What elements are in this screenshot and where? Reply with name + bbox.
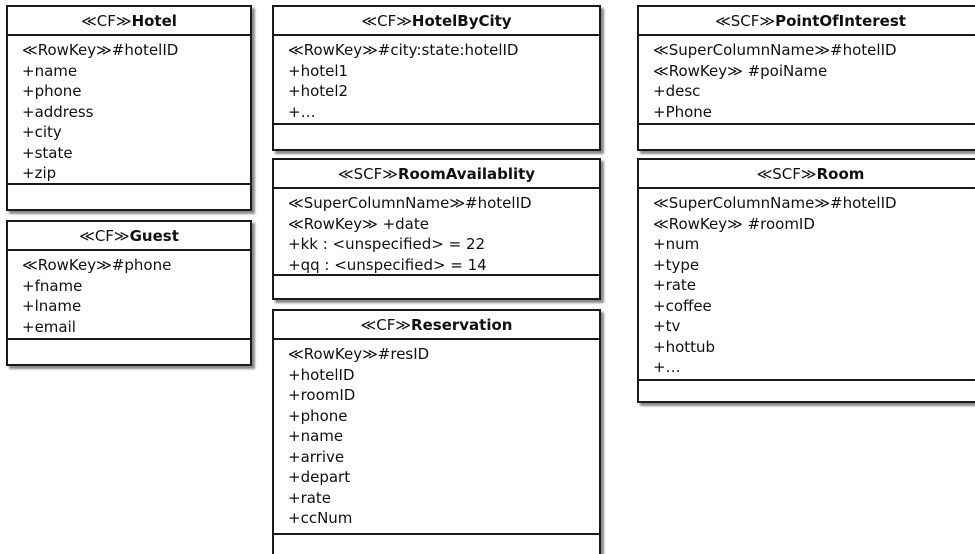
attribute: +coffee <box>653 296 712 315</box>
attribute-list <box>274 36 599 123</box>
stereotype-label: ≪CF≫ <box>360 316 412 334</box>
attribute-list <box>8 251 250 338</box>
attribute: +phone <box>288 406 348 425</box>
attribute-list <box>274 189 599 274</box>
attribute: ≪RowKey≫ +date <box>288 214 429 233</box>
class-box-room <box>637 158 975 403</box>
attribute: +rate <box>288 488 332 507</box>
class-title <box>274 160 599 189</box>
class-box-reservation <box>272 309 601 554</box>
attribute: +arrive <box>288 447 345 466</box>
attribute: ≪SuperColumnName≫#hotelID <box>653 194 897 212</box>
entity-name: Reservation <box>411 316 513 334</box>
attribute: +fname <box>22 276 83 295</box>
attribute: +address <box>22 102 94 121</box>
attribute: +Phone <box>653 102 713 121</box>
attribute: +hotel1 <box>288 61 349 80</box>
stereotype-label: ≪SCF≫ <box>337 165 398 183</box>
operations-compartment <box>274 123 599 149</box>
attribute-list <box>639 36 975 123</box>
attribute: +roomID <box>288 386 356 404</box>
attribute: ≪RowKey≫ #poiName <box>653 61 828 80</box>
attribute: +lname <box>22 297 82 315</box>
attribute: +desc <box>653 82 701 100</box>
attribute: +rate <box>653 276 697 294</box>
class-title <box>639 7 975 36</box>
entity-name: Hotel <box>131 12 177 30</box>
class-title <box>8 222 250 251</box>
operations-compartment <box>8 338 250 364</box>
attribute: +type <box>653 255 700 274</box>
attribute: +kk : <unspecified> = 22 <box>288 235 486 253</box>
attribute: +tv <box>653 317 681 335</box>
class-title <box>274 7 599 36</box>
operations-compartment <box>274 274 599 298</box>
entity-name: Room <box>816 165 865 183</box>
attribute: +hotelID <box>288 365 355 384</box>
attribute: +depart <box>288 468 351 486</box>
attribute: +num <box>653 235 700 253</box>
attribute: +hottub <box>653 337 716 356</box>
attribute: +qq : <unspecified> = 14 <box>288 255 487 274</box>
attribute: +zip <box>22 164 57 182</box>
attribute: ≪RowKey≫ #roomID <box>653 214 815 233</box>
operations-compartment <box>8 183 250 209</box>
operations-compartment <box>274 533 599 554</box>
attribute: +state <box>22 143 73 162</box>
class-box-guest <box>6 220 252 366</box>
entity-name: RoomAvailablity <box>397 165 536 183</box>
operations-compartment <box>639 123 975 149</box>
attribute-list <box>639 189 975 379</box>
attribute: ≪RowKey≫#resID <box>288 345 430 363</box>
attribute: +… <box>653 358 681 376</box>
stereotype-label: ≪CF≫ <box>81 12 132 30</box>
attribute: +ccNum <box>288 509 353 527</box>
attribute: +name <box>288 427 344 445</box>
attribute: ≪RowKey≫#city:state:hotelID <box>288 41 519 59</box>
stereotype-label: ≪CF≫ <box>361 12 412 30</box>
attribute: ≪SuperColumnName≫#hotelID <box>288 194 532 212</box>
entity-name: PointOfInterest <box>775 12 906 30</box>
attribute: +phone <box>22 82 82 100</box>
stereotype-label: ≪CF≫ <box>79 227 130 245</box>
entity-name: Guest <box>129 227 179 245</box>
attribute: ≪SuperColumnName≫#hotelID <box>653 41 897 59</box>
class-box-room-availability <box>272 158 601 300</box>
class-title <box>8 7 250 36</box>
attribute: ≪RowKey≫#phone <box>22 256 172 274</box>
attribute: +name <box>22 61 78 80</box>
stereotype-label: ≪SCF≫ <box>715 12 776 30</box>
attribute: +… <box>288 102 316 121</box>
attribute-list <box>274 340 599 533</box>
class-title <box>639 160 975 189</box>
entity-name: HotelByCity <box>411 12 512 30</box>
attribute: +email <box>22 317 76 336</box>
class-box-hotel <box>6 5 252 211</box>
attribute-list <box>8 36 250 183</box>
operations-compartment <box>639 379 975 401</box>
class-box-point-of-interest <box>637 5 975 151</box>
class-title <box>274 311 599 340</box>
attribute: +city <box>22 123 62 141</box>
attribute: +hotel2 <box>288 82 349 100</box>
stereotype-label: ≪SCF≫ <box>756 165 817 183</box>
attribute: ≪RowKey≫#hotelID <box>22 41 179 59</box>
class-box-hotel-by-city <box>272 5 601 151</box>
